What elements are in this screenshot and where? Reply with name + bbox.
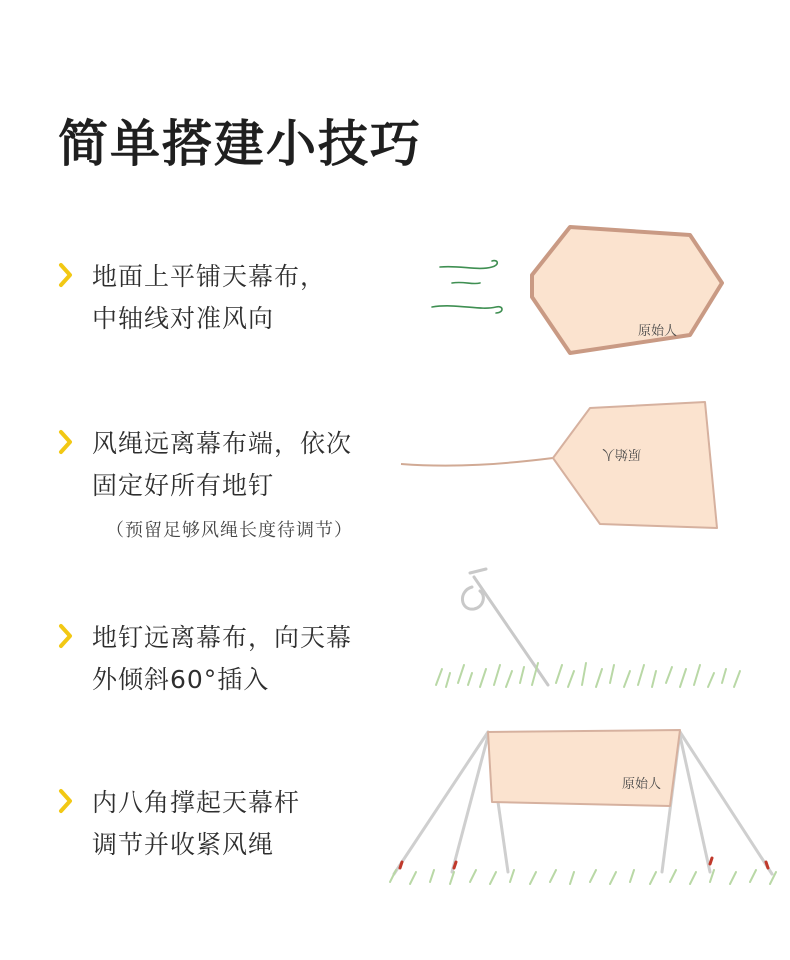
step-2-note: （预留足够风绳长度待调节） xyxy=(106,520,353,541)
step-2-line-1: 风绳远离幕布端，依次 xyxy=(92,429,353,458)
step-3-line-2: 外倾斜60°插入 xyxy=(92,665,270,694)
brand-label: 原始人 xyxy=(638,324,678,339)
step-1-line-1: 地面上平铺天幕布， xyxy=(92,262,327,291)
step-3-line-1: 地钉远离幕布，向天幕 xyxy=(92,623,353,652)
tarp-flat xyxy=(532,227,722,353)
guy-line-illustration xyxy=(395,398,735,533)
brand-label-mirrored: 原始人 xyxy=(601,446,641,461)
step-3-text xyxy=(92,617,352,701)
step-4-line-1: 内八角撑起天幕杆 xyxy=(92,788,301,817)
grass xyxy=(390,870,776,884)
step-2-line-2: 固定好所有地钉 xyxy=(92,471,275,500)
tent-stake-icon xyxy=(462,569,548,685)
pitched-tarp-illustration xyxy=(380,722,785,892)
brand-label-pitched: 原始人 xyxy=(622,777,662,792)
step-4-line-2: 调节并收紧风绳 xyxy=(92,830,275,859)
tarp-flat-illustration xyxy=(420,215,740,365)
wind-lines-icon xyxy=(432,261,502,313)
stake-illustration xyxy=(428,565,758,700)
chevron-right-icon xyxy=(58,788,74,814)
step-1-line-2: 中轴线对准风向 xyxy=(92,304,275,333)
tarp-corner xyxy=(553,402,717,528)
step-2-text xyxy=(92,423,352,507)
chevron-right-icon xyxy=(58,262,74,288)
tarp-pitched xyxy=(488,730,680,806)
grass xyxy=(436,663,740,687)
guy-rope xyxy=(401,458,553,466)
page-title: 简单搭建小技巧 xyxy=(58,115,422,173)
step-4-text xyxy=(92,782,300,866)
chevron-right-icon xyxy=(58,429,74,455)
chevron-right-icon xyxy=(58,623,74,649)
step-1-text xyxy=(92,256,326,340)
